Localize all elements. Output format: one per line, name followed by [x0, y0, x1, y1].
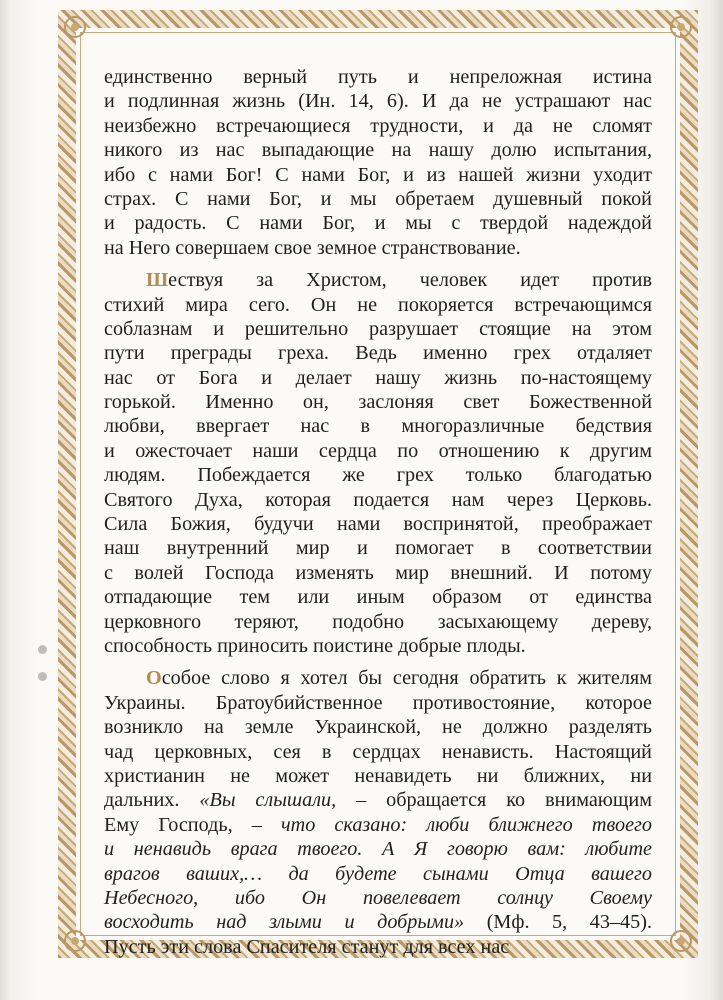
text-line: [104, 463, 652, 487]
text-segment: возникло на земле Украинской, не должно разделять: [104, 716, 652, 739]
text-segment: отпадающие тем или иным образом от единства: [104, 586, 652, 609]
text-line: [104, 886, 652, 910]
text-segment: – обращается ко внимающим: [336, 789, 653, 812]
text-line: [104, 691, 652, 715]
text-segment: и радость. С нами Бог, и мы с твердой надеждой: [104, 212, 652, 235]
text-segment: дальних.: [104, 789, 200, 812]
text-segment: с волей Господа изменять мир внешний. И потому: [104, 561, 652, 584]
italic-quote-segment: Небесного, ибо Он повелевает солнцу Своему: [104, 886, 652, 909]
text-segment: и подлинная жизнь (Ин. 14, 6). И да не устрашают нас: [104, 90, 652, 113]
text-line: [104, 862, 652, 886]
corner-ornament-icon: [60, 926, 90, 956]
italic-quote-segment: что сказано: люби ближнего твоего: [280, 813, 652, 836]
italic-quote-segment: и ненавидь врага твоего. А Я говорю вам: любите: [104, 838, 652, 861]
text-segment: на Него совершаем свое земное странствование.: [104, 236, 521, 259]
text-segment: никого из нас выпадающие на нашу долю испытания,: [104, 139, 652, 162]
text-segment: Украины. Братоубийственное противостояние, которое: [104, 691, 652, 714]
corner-ornament-icon: [666, 12, 696, 42]
text-line: [104, 740, 652, 764]
text-segment: наш внутренний мир и помогает в соответствии: [104, 537, 652, 560]
text-segment: неизбежно встречающиеся трудности, и да не сломят: [104, 114, 652, 137]
drop-capital: О: [146, 667, 162, 690]
text-line: [104, 666, 652, 690]
text-segment: любви, ввергает нас в многоразличные бедствия: [104, 415, 652, 438]
drop-capital: Ш: [146, 269, 169, 292]
punch-hole: [38, 672, 47, 681]
text-line: [104, 138, 652, 162]
text-segment: (Мф. 5, 43–45).: [464, 911, 652, 934]
text-line: [104, 910, 652, 934]
text-line: [104, 764, 652, 788]
text-line: [104, 341, 652, 365]
italic-quote-segment: врагов ваших,… да будете сынами Отца вашего: [104, 862, 652, 885]
text-segment: ибо с нами Бог! С нами Бог, и из нашей жизни уходит: [104, 163, 652, 186]
text-line: [104, 715, 652, 739]
text-line: [104, 187, 652, 211]
text-line: [104, 536, 652, 560]
text-line: [104, 488, 652, 512]
text-segment: церковного теряют, подобно засыхающему дереву,: [104, 610, 652, 633]
punch-hole: [38, 645, 47, 654]
text-line: [104, 65, 652, 89]
body-text: [104, 65, 652, 967]
text-line: [104, 366, 652, 390]
text-line: [104, 561, 652, 585]
text-segment: христианин не может ненавидеть ни ближних, ни: [104, 764, 652, 787]
paragraph: [104, 666, 652, 959]
text-line: [104, 390, 652, 414]
text-line: [104, 317, 652, 341]
text-line: [104, 439, 652, 463]
text-segment: людям. Побеждается же грех только благодатью: [104, 464, 652, 487]
text-segment: собое слово я хотел бы сегодня обратить к жителям: [161, 667, 652, 690]
text-segment: Ему Господь, –: [104, 813, 281, 836]
text-segment: и ожесточает наши сердца по отношению к другим: [104, 439, 652, 462]
text-line: [104, 114, 652, 138]
text-line: [104, 293, 652, 317]
text-line: [104, 512, 652, 536]
text-segment: страх. С нами Бог, и мы обретаем душевный покой: [104, 187, 652, 210]
text-line: [104, 634, 652, 658]
text-line: [104, 268, 652, 292]
text-line: [104, 89, 652, 113]
text-line: [104, 935, 652, 959]
text-line: [104, 236, 652, 260]
text-line: [104, 610, 652, 634]
text-segment: пути преграды греха. Ведь именно грех отдаляет: [104, 342, 652, 365]
text-line: [104, 585, 652, 609]
text-line: [104, 788, 652, 812]
paragraph: [104, 65, 652, 260]
text-line: [104, 837, 652, 861]
text-segment: Пусть эти слова Спасителя станут для всех нас: [104, 935, 510, 958]
text-line: [104, 211, 652, 235]
text-segment: соблазнам и решительно разрушает стоящие на этом: [104, 317, 652, 340]
corner-ornament-icon: [666, 926, 696, 956]
text-segment: стихий мира сего. Он не покоряется встречающимся: [104, 293, 652, 316]
italic-quote-segment: восходить над злыми и добрыми»: [104, 911, 465, 934]
text-segment: ествуя за Христом, человек идет против: [168, 269, 652, 292]
paragraph: [104, 268, 652, 658]
text-segment: горькой. Именно он, заслоняя свет Божественной: [104, 391, 652, 414]
text-segment: Сила Божия, будучи нами воспринятой, преображает: [104, 513, 652, 536]
text-line: [104, 163, 652, 187]
text-line: [104, 813, 652, 837]
text-segment: единственно верный путь и непреложная истина: [104, 66, 652, 88]
text-segment: Святого Духа, которая подается нам через Церковь.: [104, 488, 652, 511]
corner-ornament-icon: [60, 12, 90, 42]
text-segment: чад церковных, сея в сердцах ненависть. Настоящий: [104, 740, 652, 763]
italic-quote-segment: «Вы слышали,: [199, 789, 337, 812]
text-line: [104, 414, 652, 438]
text-segment: способность приносить поистине добрые плоды.: [104, 634, 526, 657]
text-segment: нас от Бога и делает нашу жизнь по-настоящему: [104, 366, 652, 389]
